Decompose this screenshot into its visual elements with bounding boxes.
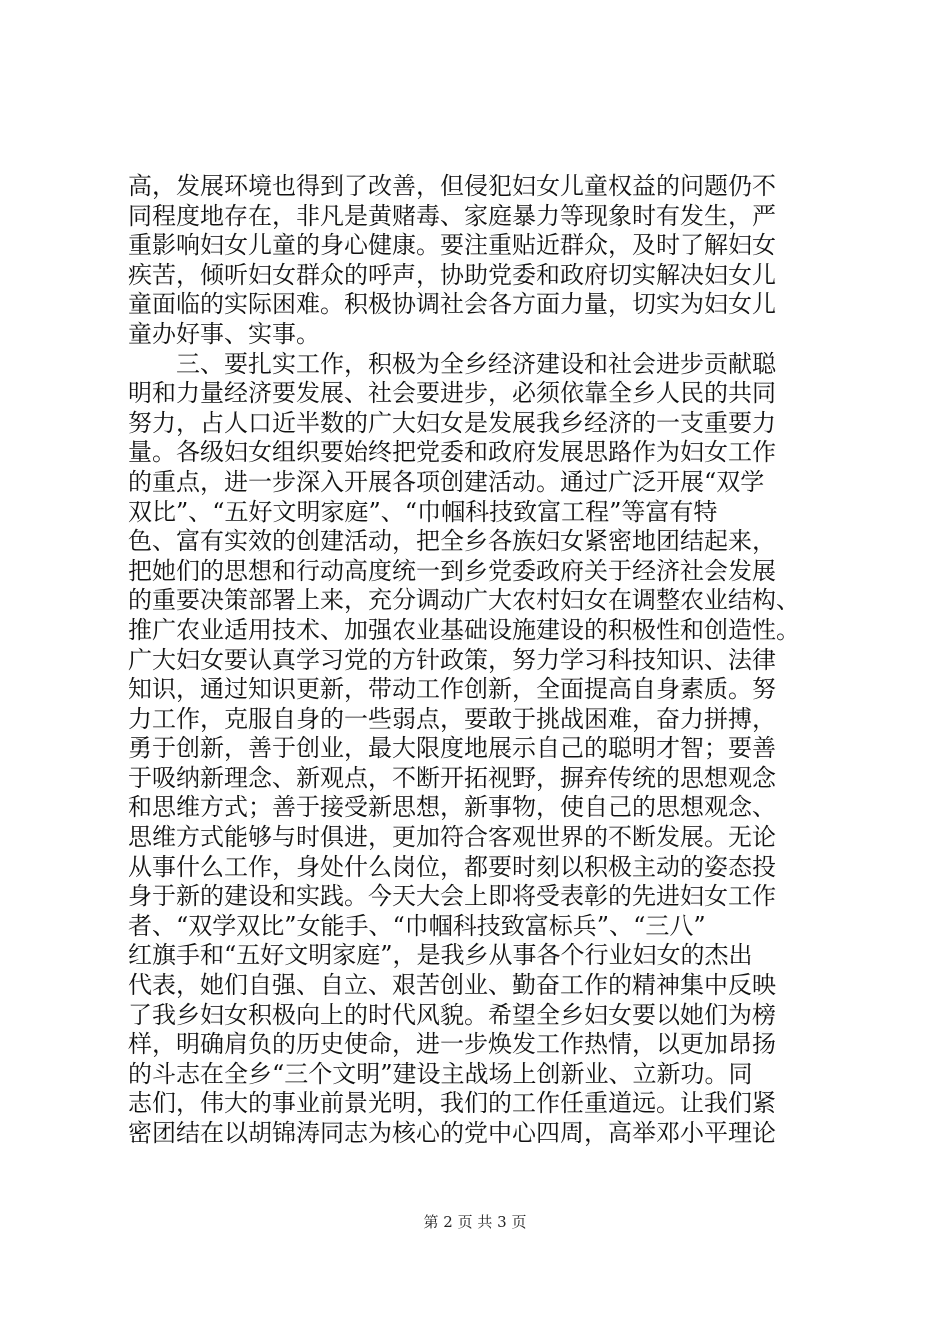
text-line: 和思维方式；善于接受新思想，新事物，使自己的思想观念、 — [128, 793, 776, 822]
text-line: 力工作，克服自身的一些弱点，要敢于挑战困难，奋力拼搏， — [128, 704, 776, 733]
text-line: 同程度地存在，非凡是黄赌毒、家庭暴力等现象时有发生，严 — [128, 201, 776, 230]
text-line: 努力，占人口近半数的广大妇女是发展我乡经济的一支重要力 — [128, 408, 776, 437]
text-line: 的重要决策部署上来，充分调动广大农村妇女在调整农业结构、 — [128, 586, 800, 615]
text-line: 推广农业适用技术、加强农业基础设施建设的积极性和创造性。 — [128, 615, 800, 644]
text-line: 的斗志在全乡“三个文明”建设主战场上创新业、立新功。同 — [128, 1059, 753, 1088]
text-line: 童面临的实际困难。积极协调社会各方面力量，切实为妇女儿 — [128, 290, 776, 319]
text-line: 知识，通过知识更新，带动工作创新，全面提高自身素质。努 — [128, 675, 776, 704]
text-line: 者、“双学双比”女能手、“巾帼科技致富标兵”、“三八” — [128, 911, 706, 940]
text-line: 童办好事、实事。 — [128, 319, 320, 348]
page-footer: 第 2 页 共 3 页 — [423, 1213, 527, 1231]
body-text — [128, 172, 828, 1149]
text-line: 疾苦，倾听妇女群众的呼声，协助党委和政府切实解决妇女儿 — [128, 260, 776, 289]
text-line: 双比”、“五好文明家庭”、“巾帼科技致富工程”等富有特 — [128, 497, 718, 526]
text-line: 从事什么工作，身处什么岗位，都要时刻以积极主动的姿态投 — [128, 852, 776, 881]
text-line: 高，发展环境也得到了改善，但侵犯妇女儿童权益的问题仍不 — [128, 172, 776, 200]
text-line: 代表，她们自强、自立、艰苦创业、勤奋工作的精神集中反映 — [128, 971, 776, 1000]
text-line: 密团结在以胡锦涛同志为核心的党中心四周，高举邓小平理论 — [128, 1119, 776, 1147]
text-line: 样，明确肩负的历史使命，进一步焕发工作热情，以更加昂扬 — [128, 1030, 776, 1059]
text-line: 身于新的建设和实践。今天大会上即将受表彰的先进妇女工作 — [128, 882, 776, 911]
text-line: 把她们的思想和行动高度统一到乡党委政府关于经济社会发展 — [128, 556, 776, 585]
text-line: 重影响妇女儿童的身心健康。要注重贴近群众，及时了解妇女 — [128, 231, 776, 260]
text-line: 勇于创新，善于创业，最大限度地展示自己的聪明才智；要善 — [128, 734, 776, 763]
text-line: 了我乡妇女积极向上的时代风貌。希望全乡妇女要以她们为榜 — [128, 1000, 776, 1029]
text-line: 量。各级妇女组织要始终把党委和政府发展思路作为妇女工作 — [128, 438, 776, 467]
text-line: 三、要扎实工作，积极为全乡经济建设和社会进步贡献聪 — [128, 349, 776, 378]
text-line: 色、富有实效的创建活动，把全乡各族妇女紧密地团结起来， — [128, 527, 776, 556]
text-line: 思维方式能够与时俱进，更加符合客观世界的不断发展。无论 — [128, 823, 776, 852]
text-line: 红旗手和“五好文明家庭”，是我乡从事各个行业妇女的杰出 — [128, 941, 753, 970]
text-line: 广大妇女要认真学习党的方针政策，努力学习科技知识、法律 — [128, 645, 776, 674]
text-line: 于吸纳新理念、新观点，不断开拓视野，摒弃传统的思想观念 — [128, 763, 776, 792]
text-line: 志们，伟大的事业前景光明，我们的工作任重道远。让我们紧 — [128, 1089, 776, 1118]
text-line: 明和力量经济要发展、社会要进步，必须依靠全乡人民的共同 — [128, 379, 776, 408]
text-line: 的重点，进一步深入开展各项创建活动。通过广泛开展“双学 — [128, 467, 765, 496]
